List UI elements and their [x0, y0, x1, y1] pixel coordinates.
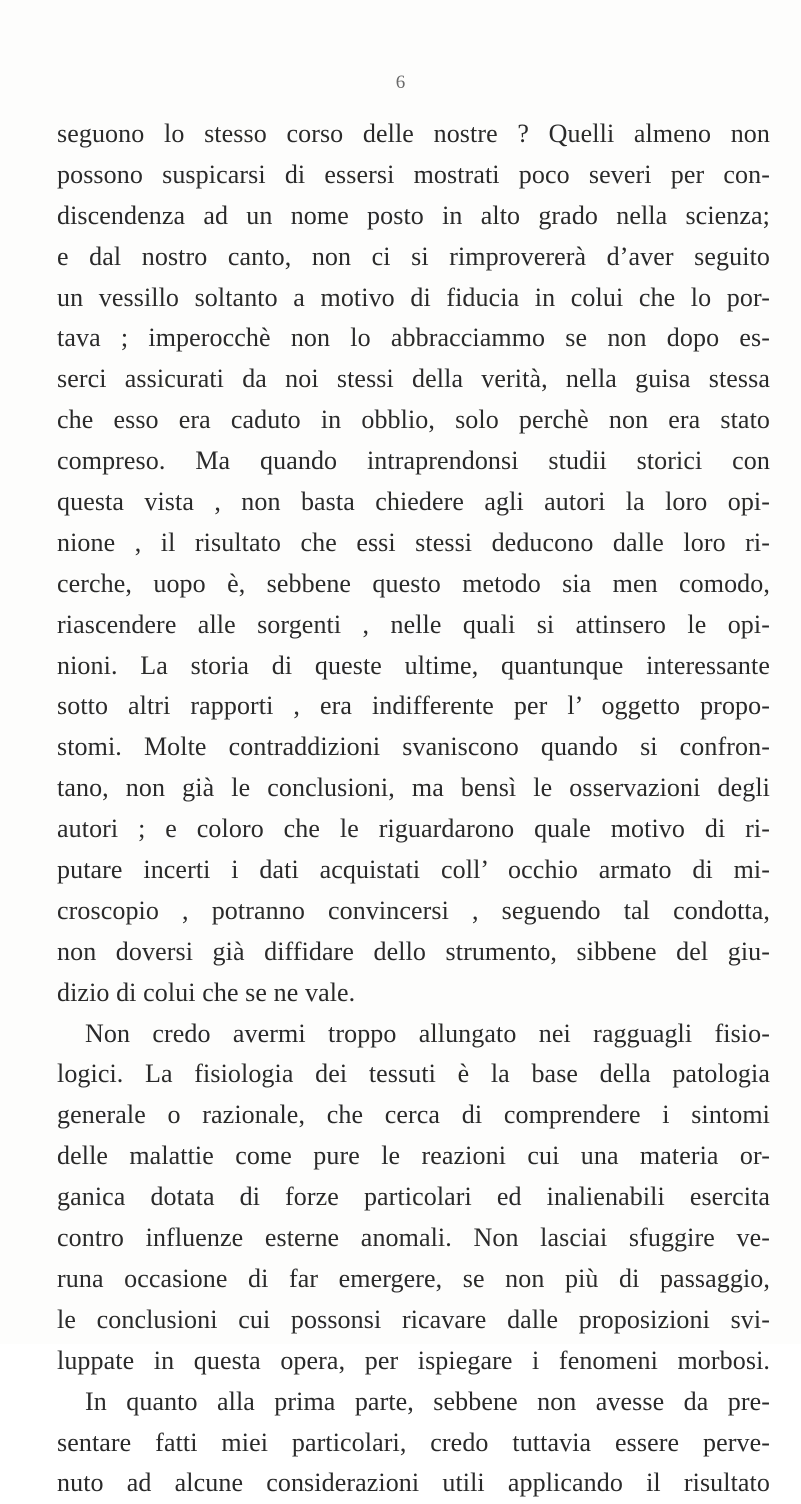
- text-line: stomi. Molte contraddizioni svaniscono quando si confron-: [57, 732, 770, 762]
- text-line: un vessillo soltanto a motivo di fiducia in colui che lo por-: [57, 282, 770, 312]
- text-line: e dal nostro canto, non ci si rimprovererà d’aver seguito: [57, 241, 770, 271]
- text-line: cerche, uopo è, sebbene questo metodo sia men comodo,: [57, 568, 770, 598]
- text-line: che esso era caduto in obblio, solo perchè non era stato: [57, 405, 770, 435]
- text-line: delle malattie come pure le reazioni cui una materia or-: [57, 1141, 770, 1171]
- text-line: logici. La fisiologia dei tessuti è la base della patologia: [57, 1059, 770, 1089]
- text-line: le conclusioni cui possonsi ricavare dalle proposizioni svi-: [57, 1304, 770, 1334]
- text-line: seguono lo stesso corso delle nostre ? Quelli almeno non: [57, 119, 770, 148]
- text-line: croscopio , potranno convincersi , seguendo tal condotta,: [57, 895, 770, 925]
- text-line: nioni. La storia di queste ultime, quantunque interessante: [57, 650, 770, 680]
- text-line: contro influenze esterne anomali. Non lasciai sfuggire ve-: [57, 1223, 770, 1253]
- text-line: tano, non già le conclusioni, ma bensì le osservazioni degli: [57, 773, 770, 803]
- text-line: putare incerti i dati acquistati coll’ occhio armato di mi-: [57, 855, 770, 885]
- text-line: compreso. Ma quando intraprendonsi studii storici con: [57, 446, 770, 476]
- text-line: dizio di colui che se ne vale.: [57, 977, 356, 1007]
- text-line: ganica dotata di forze particolari ed inalienabili esercita: [57, 1182, 770, 1212]
- text-line: non doversi già diffidare dello strumento, sibbene del giu-: [57, 936, 770, 966]
- text-line: generale o razionale, che cerca di comprendere i sintomi: [57, 1100, 770, 1130]
- page-number: 6: [395, 72, 406, 93]
- text-line: serci assicurati da noi stessi della verità, nella guisa stessa: [57, 364, 770, 394]
- body-text: [57, 114, 770, 1504]
- text-line: questa vista , non basta chiedere agli autori la loro opi-: [57, 487, 770, 517]
- text-line: Non credo avermi troppo allungato nei ragguagli fisio-: [85, 1018, 770, 1048]
- text-line: In quanto alla prima parte, sebbene non avesse da pre-: [85, 1386, 770, 1416]
- text-line: riascendere alle sorgenti , nelle quali si attinsero le opi-: [57, 609, 770, 639]
- text-line: possono suspicarsi di essersi mostrati poco severi per con-: [57, 159, 770, 189]
- text-line: sotto altri rapporti , era indifferente per l’ oggetto propo-: [57, 691, 770, 721]
- text-line: runa occasione di far emergere, se non più di passaggio,: [57, 1263, 770, 1293]
- text-line: autori ; e coloro che le riguardarono quale motivo di ri-: [57, 814, 770, 844]
- text-line: nione , il risultato che essi stessi deducono dalle loro ri-: [57, 527, 770, 557]
- text-line: tava ; imperocchè non lo abbracciammo se non dopo es-: [57, 323, 770, 353]
- text-line: discendenza ad un nome posto in alto grado nella scienza;: [57, 200, 770, 230]
- text-line: luppate in questa opera, per ispiegare i fenomeni morbosi.: [57, 1345, 770, 1375]
- text-line: sentare fatti miei particolari, credo tuttavia essere perve-: [57, 1427, 770, 1457]
- text-line: nuto ad alcune considerazioni utili applicando il risultato: [57, 1468, 770, 1498]
